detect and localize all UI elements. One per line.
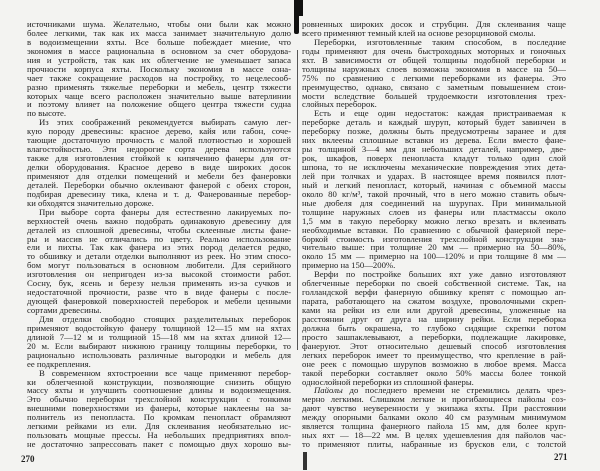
text-line: 1,5 мм в такую переборку можно легко врезать и вклеивать (302, 215, 566, 226)
text-line: кую породу древесины: красное дерево, кайя или габон, соче- (27, 126, 291, 137)
text-line: ных яхт — 18—22 мм. В целях удешевления для пайолов час- (302, 430, 566, 441)
text-line: ры и массив не отличались по цвету. Реально использование (27, 233, 291, 244)
text-line: применяют водостойкую фанеру толщиной 12—15 мм на яхтах (27, 322, 291, 333)
text-line: ный и легкий пенопласт, который, начиная с объемной массы (302, 179, 566, 190)
paragraph (27, 315, 291, 369)
text-line: Это обычно переборки трехслойной конструкции с тонкими (27, 394, 291, 405)
text-line: однослойной переборки из сплошной фанеры. (302, 376, 474, 387)
text-line: деталей. Переборки обычно оклеивают фанерой с обеих сторон, (27, 179, 291, 190)
text-line: Из этих соображений рекомендуется выбирать самую лег- (39, 117, 291, 128)
text-line: преимущество, однако, связано с заметным повышением стои- (302, 81, 566, 92)
text-line: 75% по сравнению с легкими переборками из фанеры. Это (302, 72, 566, 83)
text-line: деталей из сплошной древесины, чтобы склеенные листы фане- (27, 224, 291, 235)
text-line: чает также сокращение расходов на постройку, то нецелесооб- (27, 72, 291, 83)
text-line: и поэтому влияет на положение общего центра тяжести судна (27, 99, 291, 110)
text-line: также для изготовления стойкой к кипячению фанеры для от- (27, 153, 291, 164)
paragraph (27, 369, 291, 449)
text-line: 20 м. Если выбирают нижнюю границу толщины переборки, то (27, 340, 291, 351)
text-line: экономия в массе рациональна в основном за счет оборудова- (27, 45, 291, 56)
text-line: толщины наружных слоев возможна экономия в массе на 50— (302, 63, 566, 74)
gutter-shadow (299, 0, 303, 16)
text-line: Верфи по постройке больших яхт уже давно изготовляют (314, 269, 566, 280)
paragraph (27, 208, 291, 315)
text-line: дают чувство неуверенности у экипажа яхты. При расстоянии (302, 403, 566, 414)
text-line: внешними поверхностями из фанеры, которые наклеены на за- (27, 403, 291, 414)
text-line: чительно выше: при толщине 20 мм — примерно на 50—80%, (302, 242, 566, 253)
text-line: разно применять тяжелые переборки и мебель, центр тяжести (27, 81, 291, 92)
text-line: Сосну, бук, ясень и березу нельзя применять из-за сучков и (27, 278, 291, 289)
text-line: дующей фанеровкой поверхностей переборок и мебели ценными (27, 296, 291, 307)
text-line: которых чаще всего расположен значительно выше ватерлинии (27, 90, 291, 101)
text-line: длиной 7—12 м и толщиной 15—18 мм на яхтах длиной 12— (27, 331, 291, 342)
text-line: по высоте. (27, 108, 67, 119)
text-line: ее подкрепления. (27, 358, 91, 369)
text-line: около 15 мм — примерно на 100—120% и при толщине 8 мм — (302, 251, 566, 262)
text-line: прочности корпуса яхты. Поскольку экономия в массе озна- (27, 63, 291, 74)
text-line: годы применяют для очень быстроходных моторных и гоночных (302, 45, 566, 56)
text-line: ры толщиной 3—4 мм для небольших деталей, например, две- (302, 144, 566, 155)
text-line: шпона, то не исключены механические повреждения этих дета- (302, 162, 566, 172)
text-line: подбирая древесину тика, клена и т. д. Фанерованные перебор- (27, 188, 291, 199)
text-line: ели и пихты. Так как фанера из этих пород делается редко, (27, 242, 291, 253)
text-line: изготовления он непригоден из-за высокой стоимости работ. (27, 269, 291, 280)
text-line: в водоизмещении яхты. Все больше побеждает мнение, что (27, 36, 291, 47)
text-line: ками на рейки из ели или другой древесины, уложенные на (302, 305, 566, 315)
text-line: В современном яхтостроении все чаще применяют перебор- (39, 367, 291, 378)
text-line: около 80 кг/м³, такой прочный, что в него можно ставить обыч- (302, 188, 566, 199)
text-line: более легкими, так как их масса занимает значительную долю (27, 27, 291, 38)
text-line: источниками шума. Желательно, чтобы они были как можно (27, 19, 291, 29)
text-line: просто зашпаклевывают, а переборки, подлежащие лакировке, (302, 331, 566, 342)
text-line: то обшивку и детали отделки выполняют из реек. Но этим спосо- (27, 251, 291, 262)
text-line: ные дюбеля для соединений на шурупах. При минимальной (302, 197, 566, 208)
text-line: парата, работающего на сжатом воздухе, проволочными скреп- (302, 296, 566, 307)
text-line: то применяют плиты, набранные из брусков ели, с толстой (302, 439, 566, 450)
text-line: переборку позже, должны быть предусмотрены заранее и для (302, 126, 566, 137)
paragraph (302, 20, 566, 38)
text-line: полнитель из пенопласта. По кромкам пенопласт обрамляют (27, 412, 291, 423)
text-line: влагостойкостью. Эти недорогие сорта дерева используются (27, 144, 291, 155)
text-line: сортами древесины. (27, 305, 102, 315)
text-line: ки облегченной конструкции, позволяющие снизить общую (27, 376, 291, 387)
text-line: легкими рейками из ели. Для склеивания необязательно ис- (27, 421, 291, 432)
text-line: рационально использовать различные выгородки и мебель для (27, 349, 291, 360)
text-line: массу яхты и улучшить соотношение длины и водоизмещения. (27, 385, 291, 396)
text-line: толщине наружных слоев из фанеры или пластмассы около (302, 206, 566, 217)
text-line: мости вследствие большей трудоемкости изготовления трех- (302, 90, 566, 101)
text-line: между опорными балками около 40 см разумным минимумом (302, 412, 566, 423)
paragraph (302, 270, 566, 386)
text-line: расстоянии друг от друга на ширину рейки. Если переборка (302, 313, 566, 324)
text-line: голландской верфи фанерную обшивку крепят с помощью ап- (302, 287, 566, 298)
text-line: применяют для отделки помещений и мебели без фанеровки (27, 170, 291, 181)
text-line: ки обходятся значительно дороже. (27, 197, 154, 208)
text-line: ровненных широких досок и струбцин. Для склеивания чаще (302, 19, 566, 29)
text-line: не достаточно запрессовать пакет с помощью двух хорошо вы- (27, 439, 291, 450)
text-line: легких переборок имеет то преимущество, что крепление в рай- (302, 349, 566, 360)
text-line: рок, шкафов, поверх пенопласта кладут только один слой (302, 153, 566, 164)
paragraph (27, 20, 291, 118)
text-line: боркой стоимость изготовления трехслойной конструкции зна- (302, 233, 566, 244)
text-line: примерно на 150—200%. (302, 260, 396, 271)
text-line: должна быть окрашена, то глубоко сидящие скрепки потом (302, 322, 566, 333)
text-line: оне реек с помощью шурупов возможно в любое время. Масса (302, 358, 566, 369)
text-line: слойных переборок. (302, 99, 377, 110)
text-line: облегченные переборки по своей собственной системе. Так, на (302, 278, 566, 289)
text-line: них вклеены сплошные вставки из дерева. Если вместо фане- (302, 135, 566, 146)
paragraph (302, 38, 566, 110)
paragraph (27, 118, 291, 207)
text-line: бом могут пользоваться в основном любители. Для серийного (27, 260, 291, 271)
left-page-text (27, 20, 291, 449)
text-line: делки оборудования. Красное дерево в виде широких досок (27, 162, 291, 172)
text-line: лей при толчках и ударах. В настоящее время появился плот- (302, 170, 566, 181)
text-line: тающие достаточную прочность с малой плотностью и хорошей (27, 135, 291, 146)
text-line: всего применяют темный клей на основе резорциновой смолы. (302, 27, 536, 38)
right-page-text (302, 20, 566, 449)
text-line: верхностей очень важно подобрать одинаковую древесину для (27, 215, 291, 226)
text-line: При выборе сорта фанеры для естественно лакируемых по- (39, 206, 291, 217)
line-text: до последнего времени не стремились делать чрез- (342, 385, 566, 396)
text-line: Переборки, изготовленные таким способом, в последние (314, 36, 566, 47)
text-line: ния и устройств, так как их облегчение не уменьшает запаса (27, 54, 291, 65)
text-line: недостаточной прочности, разве что в виде фанеры с после- (27, 287, 291, 298)
text-line: является толщина фанерного пайола 15 мм, для более круп- (302, 421, 566, 432)
page-number-right: 271 (554, 452, 568, 462)
text-line: переборке деталь и каждый шуруп, который будет завинчен в (302, 117, 566, 128)
paragraph (302, 386, 566, 449)
text-line: пользовать мощные прессы. На небольших предприятиях впол- (27, 430, 291, 441)
text-line: необходимые вставки. По сравнению с обычной фанерной пере- (302, 224, 566, 235)
page-number-left: 270 (21, 454, 35, 464)
scan-mark (303, 452, 307, 470)
text-line: яхт. В зависимости от общей толщины подобной переборки и (302, 54, 566, 65)
paragraph (302, 109, 566, 270)
gutter-line (297, 50, 298, 350)
text-line: фанеруют. Этот относительно дешевый способ изготовления (302, 340, 566, 351)
text-line: Есть и еще один недостаток: каждая пристраиваемая к (314, 108, 566, 119)
text-line: такой переборки составляет около 50% массы более тонкой (302, 367, 566, 378)
text-line: Для отделки свободно стоящих разделительных переборок (39, 313, 291, 324)
text-line: мерно легкими. Слишком легкие и прогибающиеся пайолы соз- (302, 394, 566, 405)
italic-term: Пайолы (314, 385, 343, 396)
